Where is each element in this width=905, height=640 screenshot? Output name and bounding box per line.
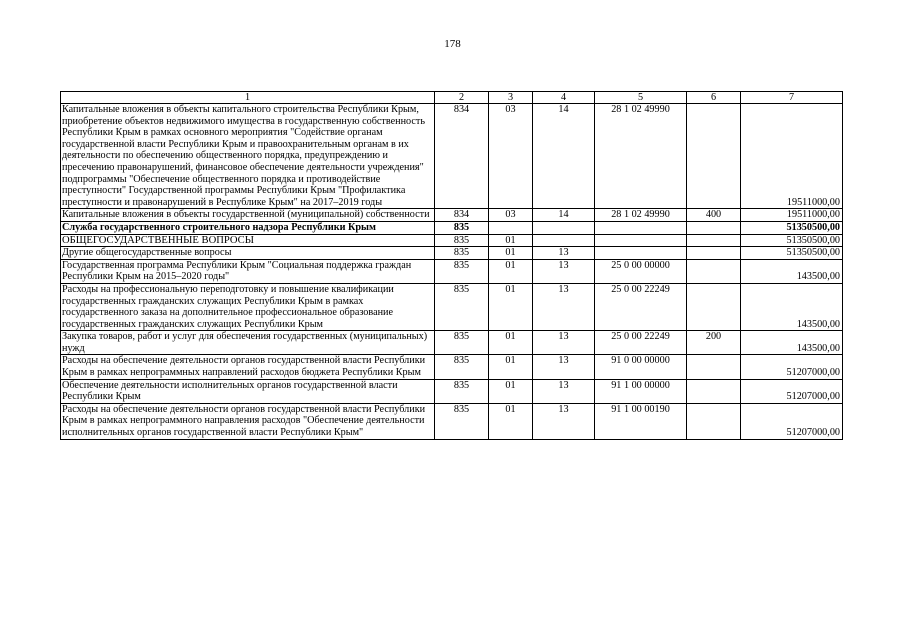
row-code-target: 25 0 00 22249 <box>595 331 687 355</box>
row-name: Расходы на обеспечение деятельности органов государственной власти Республики Крым в рамках непрограммных направлений расходов бюджета Республики Крым <box>61 355 435 379</box>
row-code-section: 03 <box>489 209 533 222</box>
row-code-ministry: 835 <box>435 331 489 355</box>
row-code-subsection: 13 <box>533 259 595 283</box>
row-code-expense-type <box>687 104 741 209</box>
row-code-section: 01 <box>489 259 533 283</box>
row-code-expense-type <box>687 283 741 330</box>
table-row <box>61 379 843 403</box>
row-name: Капитальные вложения в объекты государственной (муниципальной) собственности <box>61 209 435 222</box>
row-amount: 19511000,00 <box>741 209 843 222</box>
row-code-section: 01 <box>489 247 533 260</box>
row-code-target <box>595 247 687 260</box>
row-code-expense-type <box>687 259 741 283</box>
row-name: Служба государственного строительного надзора Республики Крым <box>61 221 435 234</box>
row-code-subsection <box>533 234 595 247</box>
row-code-subsection: 13 <box>533 331 595 355</box>
row-amount: 51350500,00 <box>741 247 843 260</box>
row-code-target <box>595 234 687 247</box>
row-code-target <box>595 221 687 234</box>
row-code-ministry: 835 <box>435 247 489 260</box>
row-name: Государственная программа Республики Крым "Социальная поддержка граждан Республики Крым на 2015–2020 годы" <box>61 259 435 283</box>
row-code-section <box>489 221 533 234</box>
row-name: Закупка товаров, работ и услуг для обеспечения государственных (муниципальных) нужд <box>61 331 435 355</box>
row-code-ministry: 835 <box>435 355 489 379</box>
row-code-ministry: 835 <box>435 283 489 330</box>
header-cell: 1 <box>61 92 435 104</box>
row-name: ОБЩЕГОСУДАРСТВЕННЫЕ ВОПРОСЫ <box>61 234 435 247</box>
row-amount: 51207000,00 <box>741 403 843 439</box>
header-cell: 4 <box>533 92 595 104</box>
row-name: Капитальные вложения в объекты капитального строительства Республики Крым, приобретение объектов недвижимого имущества в государственную собственность Республики Крым в рамках основного мероприятия "Содействие органам государственной власти Республики Крым и правоохранительным органам в их деятельности по обеспечению общественного порядка, предупреждению и пресечению правонарушений, финансовое обеспечение деятельности учреждения" подпрограммы "Обеспечение общественного порядка и противодействие преступности" Государственной программы Республики Крым "Профилактика преступности и правонарушений в Республике Крым" на 2017–2019 годы <box>61 104 435 209</box>
row-code-ministry: 834 <box>435 209 489 222</box>
row-code-subsection: 13 <box>533 247 595 260</box>
row-amount: 51350500,00 <box>741 234 843 247</box>
row-code-subsection: 13 <box>533 355 595 379</box>
row-code-subsection: 13 <box>533 403 595 439</box>
table-row <box>61 331 843 355</box>
row-code-target: 91 0 00 00000 <box>595 355 687 379</box>
table-header-row <box>61 92 843 104</box>
row-code-ministry: 835 <box>435 221 489 234</box>
row-code-expense-type: 400 <box>687 209 741 222</box>
row-code-expense-type <box>687 379 741 403</box>
row-code-ministry: 835 <box>435 403 489 439</box>
row-amount: 143500,00 <box>741 283 843 330</box>
row-amount: 143500,00 <box>741 331 843 355</box>
row-code-ministry: 835 <box>435 234 489 247</box>
budget-table <box>60 91 843 440</box>
table-row <box>61 104 843 209</box>
table-row <box>61 355 843 379</box>
header-cell: 7 <box>741 92 843 104</box>
row-amount: 143500,00 <box>741 259 843 283</box>
table-row <box>61 403 843 439</box>
row-code-target: 28 1 02 49990 <box>595 104 687 209</box>
table-row <box>61 247 843 260</box>
header-cell: 5 <box>595 92 687 104</box>
row-code-expense-type <box>687 403 741 439</box>
row-code-target: 91 1 00 00190 <box>595 403 687 439</box>
row-code-target: 25 0 00 00000 <box>595 259 687 283</box>
table-row <box>61 259 843 283</box>
row-name: Расходы на профессиональную переподготовку и повышение квалификации государственных гражданских служащих Республики Крым в рамках государственного заказа на дополнительное профессиональное образование государственных гражданских служащих Республики Крым <box>61 283 435 330</box>
row-amount: 51207000,00 <box>741 355 843 379</box>
row-code-target: 28 1 02 49990 <box>595 209 687 222</box>
row-code-expense-type <box>687 247 741 260</box>
table-row <box>61 234 843 247</box>
header-cell: 6 <box>687 92 741 104</box>
row-code-section: 01 <box>489 283 533 330</box>
row-code-subsection: 13 <box>533 379 595 403</box>
row-code-section: 01 <box>489 379 533 403</box>
row-code-subsection <box>533 221 595 234</box>
row-amount: 51350500,00 <box>741 221 843 234</box>
page-number: 178 <box>444 38 461 50</box>
row-code-ministry: 835 <box>435 379 489 403</box>
row-code-section: 01 <box>489 331 533 355</box>
row-code-expense-type <box>687 234 741 247</box>
row-code-section: 01 <box>489 234 533 247</box>
row-name: Другие общегосударственные вопросы <box>61 247 435 260</box>
table-row <box>61 221 843 234</box>
row-name: Расходы на обеспечение деятельности органов государственной власти Республики Крым в рамках непрограммного направления расходов "Обеспечение деятельности исполнительных органов государственной власти Республики Крым" <box>61 403 435 439</box>
row-code-section: 03 <box>489 104 533 209</box>
table-row <box>61 283 843 330</box>
row-code-ministry: 834 <box>435 104 489 209</box>
row-code-subsection: 14 <box>533 104 595 209</box>
row-amount: 19511000,00 <box>741 104 843 209</box>
header-cell: 2 <box>435 92 489 104</box>
row-code-section: 01 <box>489 355 533 379</box>
row-code-target: 91 1 00 00000 <box>595 379 687 403</box>
row-name: Обеспечение деятельности исполнительных органов государственной власти Республики Крым <box>61 379 435 403</box>
header-cell: 3 <box>489 92 533 104</box>
row-code-subsection: 14 <box>533 209 595 222</box>
row-code-subsection: 13 <box>533 283 595 330</box>
row-code-target: 25 0 00 22249 <box>595 283 687 330</box>
row-code-expense-type <box>687 221 741 234</box>
row-code-expense-type: 200 <box>687 331 741 355</box>
row-code-expense-type <box>687 355 741 379</box>
row-code-section: 01 <box>489 403 533 439</box>
table-row <box>61 209 843 222</box>
row-amount: 51207000,00 <box>741 379 843 403</box>
row-code-ministry: 835 <box>435 259 489 283</box>
